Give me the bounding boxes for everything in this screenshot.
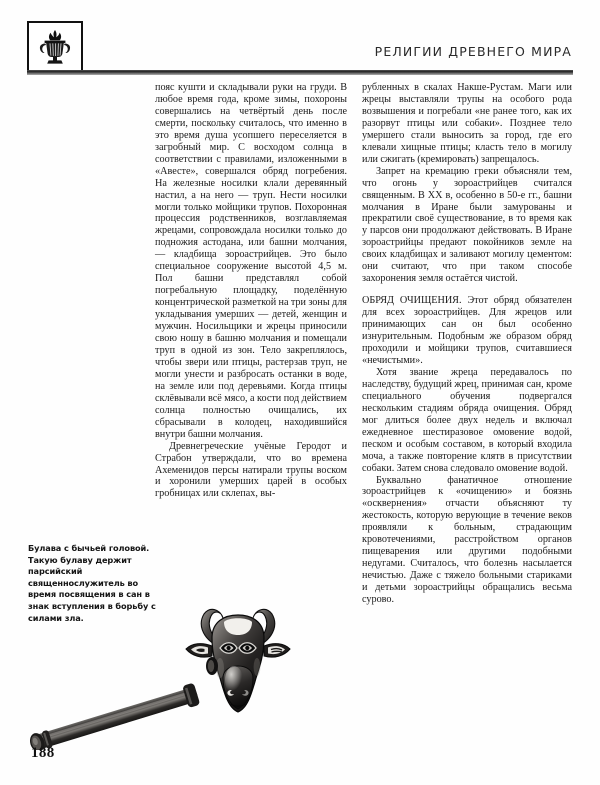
page-number: 188 <box>31 745 55 761</box>
header-rule-secondary <box>27 74 573 75</box>
section-body: Этот обряд обязателен для всех зороастрийцев. Для жрецов или принимающих сан он был особенно изнурительным. Подобным же образом обряд проходили и мойщики трупов, считавшиеся «нечистыми». <box>362 295 572 366</box>
paragraph: пояс кушти и складывали руки на груди. В любое время года, кроме зимы, похороны совершались на четвёртый день после смерти, поскольку считалось, что именно в это время душа усопшего переселяется в загробный мир. С восходом солнца в соответствии с правилами, изложенными в «Авесте», совершался обряд погребения. На железные носилки клали деревянный настил, а на него — труп. Нести носилки могли только мойщики трупов. Похоронная процессия родственников, возглавляемая жрецами, сопровождала носилки только до подножия астодана, или башни молчания, — кладбища зороастрийцев. Это было специальное сооружение высотой 4,5 м. Пол башни представлял собой погребальную площадку, поделённую концентрической разметкой на три зоны для укладывания умерших — детей, женщин и мужчин. Носильщики и жрецы приносили свою ношу в башню молчания и помещали труп в одной из зон. Тело закреплялось, чтобы звери или птицы, растерзав труп, не могли унести и разбросать останки в воде, на земле или под деревьями. Когда птицы склёвывали всё мясо, а кости под действием солнца полностью очищались, их сбрасывали в колодец, находившийся внутри башни молчания. <box>155 82 347 440</box>
paragraph: рубленных в скалах Накше-Рустам. Маги или жрецы выставляли трупы на особого рода возвышения и погребали «не ранее того, как их разорвут птицы или собаки». Позднее тело умершего стали выносить за город, где его клевали хищные птицы; класть тело в могилу или сжигать (кремировать) запрещалось. <box>362 82 572 165</box>
fire-altar-urn-icon <box>27 21 83 73</box>
paragraph: Запрет на кремацию греки объясняли тем, что огонь у зороастрийцев считался священным. В XX в, особенно в 50-е гг., башни молчания в Иране были замурованы и прекратили своё существование, в то время как у парсов они продолжают действовать. В Иране зороастрийцы предают покойников земле на своих кладбищах и заливают могилу цементом: они считают, что при таком способе захоронения земля остаётся чистой. <box>362 165 572 285</box>
left-text-column <box>155 82 347 500</box>
paragraph: Древнегреческие учёные Геродот и Страбон утверждали, что во времена Ахеменидов персы натирали трупы воском и хоронили умерших царей в особых гробницах или склепах, вы- <box>155 440 347 500</box>
running-header-title: РЕЛИГИИ ДРЕВНЕГО МИРА <box>374 44 572 59</box>
right-text-column <box>362 82 572 606</box>
paragraph: Хотя звание жреца передавалось по наследству, будущий жрец, принимая сан, кроме специального обучения подвергался нескольким стадиям обряда очищения. Обряд мог длиться более двух недель и включал ежедневное шестиразовое омовение водой, песком и особым составом, в который входила моча, а также повторение клятв в присутствии собаки. Затем снова следовало омовение водой. <box>362 366 572 474</box>
bull-headed-mace-illustration <box>18 590 358 750</box>
figure-caption: Булава с бычьей головой. Такую булаву держит парсийский священнослужитель во время посвящения в сан в знак вступления в борьбу с силами зла. <box>28 543 156 623</box>
section-paragraph <box>362 295 572 367</box>
paragraph: Буквально фанатичное отношение зороастрийцев к «очищению» и боязнь «осквернения» отчасти объясняют ту жестокость, которую верующие в течение веков проявляли к больным, страдающим кровотечениями, расстройством органов пищеварения или другими подобными недугами. Считалось, что болезнь насылается нечистью. Даже с тяжело больными стариками и детьми зороастрийцы обращались весьма сурово. <box>362 474 572 606</box>
section-run-in-heading: ОБРЯД ОЧИЩЕНИЯ. <box>362 295 462 307</box>
page-header <box>0 0 600 76</box>
